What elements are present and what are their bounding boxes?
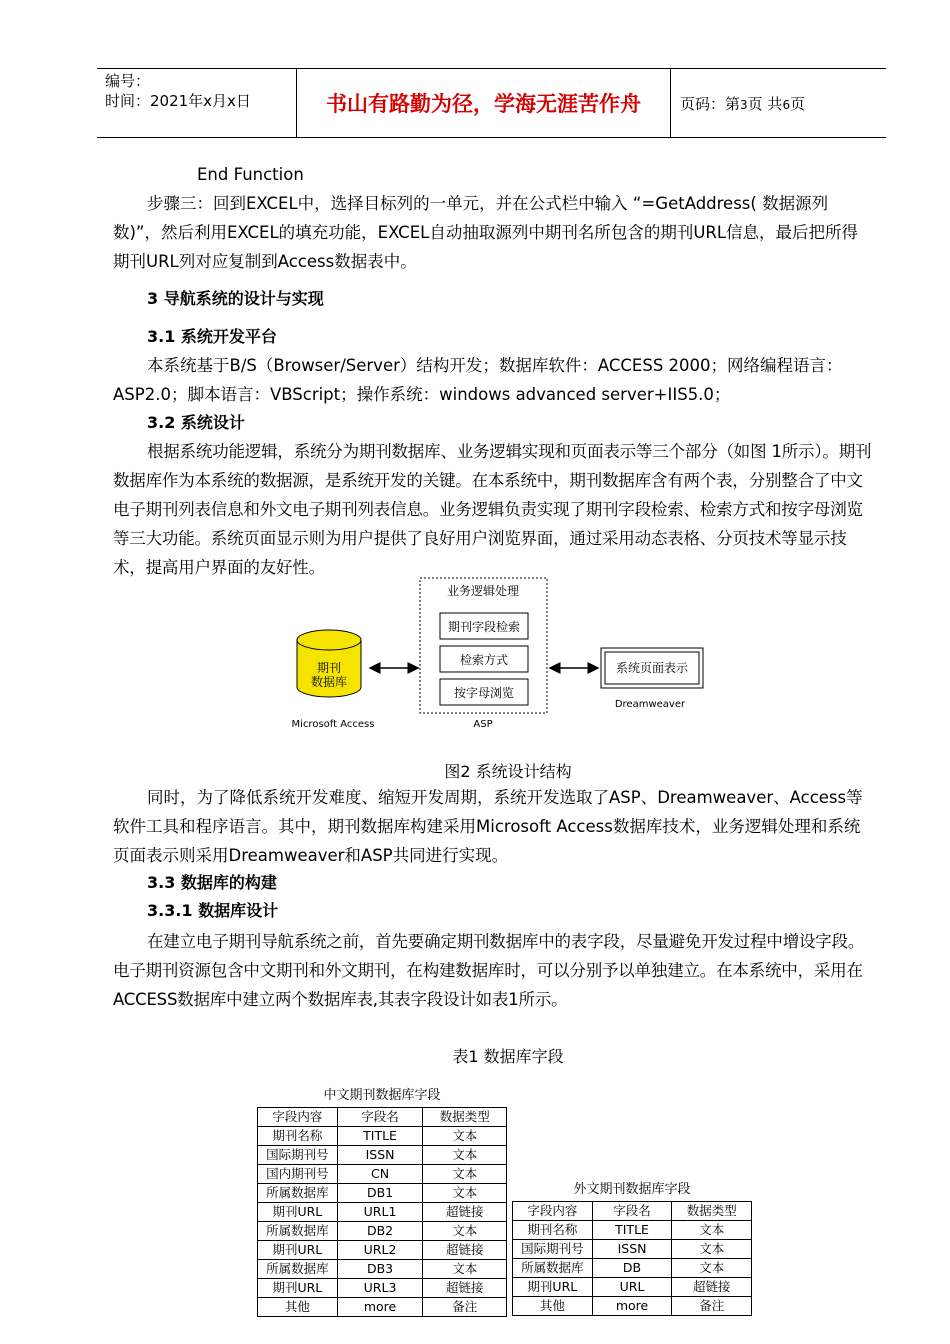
table-row	[258, 1127, 507, 1146]
table-row	[513, 1297, 752, 1316]
table-cell: CN	[337, 1165, 423, 1184]
page-display-label: 系统页面表示	[615, 661, 689, 675]
table-cell: 超链接	[423, 1279, 507, 1298]
table-cell: 文本	[423, 1184, 507, 1203]
table-header-cell: 字段内容	[258, 1108, 338, 1127]
logic-item-3: 按字母浏览	[453, 686, 515, 700]
table-cell: ISSN	[592, 1240, 672, 1259]
table-cell: 文本	[423, 1260, 507, 1279]
table-row	[258, 1222, 507, 1241]
table-header-row	[513, 1202, 752, 1221]
table-cell: DB1	[337, 1184, 423, 1203]
table-cell: 备注	[423, 1298, 507, 1317]
cn-table-title: 中文期刊数据库字段	[323, 1088, 441, 1103]
table-row	[513, 1278, 752, 1297]
table-cell: 文本	[672, 1259, 752, 1278]
table-cell: URL2	[337, 1241, 423, 1260]
header-motto: 书山有路勤为径，学海无涯苦作舟	[326, 91, 641, 116]
table-row	[513, 1240, 752, 1259]
table-row	[258, 1241, 507, 1260]
table-cell: TITLE	[337, 1127, 423, 1146]
page-prefix: 页码：第	[680, 95, 741, 113]
table-cell: more	[337, 1298, 423, 1317]
table-cell: 其他	[513, 1297, 593, 1316]
table-cell: 超链接	[672, 1278, 752, 1297]
table-cell: URL1	[337, 1203, 423, 1222]
table-header-cell: 数据类型	[672, 1202, 752, 1221]
page-header	[97, 68, 886, 138]
table-row	[258, 1298, 507, 1317]
table-cell: 备注	[672, 1297, 752, 1316]
db-label-line1: 期刊	[316, 661, 342, 675]
page-suffix: 页	[790, 95, 806, 113]
table-cell: 期刊名称	[513, 1221, 593, 1240]
table-row	[258, 1279, 507, 1298]
page-total: 6	[782, 98, 791, 112]
header-number: 编号：	[105, 72, 151, 90]
section-3-heading: 3 导航系统的设计与实现	[147, 289, 324, 308]
header-divider	[670, 69, 671, 137]
table-cell: 期刊名称	[258, 1127, 338, 1146]
system-design-diagram	[270, 575, 720, 735]
table-header-cell: 数据类型	[423, 1108, 507, 1127]
section-3-1-heading: 3.1 系统开发平台	[147, 327, 277, 346]
table-cell: 文本	[423, 1127, 507, 1146]
table-cell: URL3	[337, 1279, 423, 1298]
table-cell: 期刊URL	[258, 1241, 338, 1260]
page-mid: 页 共	[747, 95, 783, 113]
table-row	[513, 1221, 752, 1240]
table-row	[258, 1165, 507, 1184]
en-fields-table	[512, 1201, 752, 1316]
table-row	[258, 1184, 507, 1203]
table-cell: DB3	[337, 1260, 423, 1279]
table-cell: 文本	[672, 1240, 752, 1259]
header-meta	[105, 71, 251, 111]
section-3-2-paragraph: 根据系统功能逻辑，系统分为期刊数据库、业务逻辑实现和页面表示等三个部分（如图 1所示）。期刊数据库作为本系统的数据源，是系统开发的关键。在本系统中，期刊数据库含有两个表，分别整合了中文电子期刊列表信息和外文电子期刊列表信息。业务逻辑负责实现了期刊字段检索、检索方式和按字母浏览等三大功能。系统页面显示则为用户提供了良好用户浏览界面，通过采用动态表格、分页技术等显示技术，提高用户界面的友好性。	[113, 442, 872, 577]
db-label-line2: 数据库	[310, 675, 348, 689]
table-cell: 其他	[258, 1298, 338, 1317]
logic-item-1: 期刊字段检索	[447, 620, 521, 634]
section-3-3-heading: 3.3 数据库的构建	[147, 873, 277, 892]
section-3-3-1-paragraph: 在建立电子期刊导航系统之前，首先要确定期刊数据库中的表字段，尽量避免开发过程中增设字段。电子期刊资源包含中文期刊和外文期刊，在构建数据库时，可以分别予以单独建立。在本系统中，采用在ACCESS数据库中建立两个数据库表,其表字段设计如表1所示。	[113, 932, 865, 1009]
business-logic-title: 业务逻辑处理	[446, 584, 520, 598]
section-3-2-heading: 3.2 系统设计	[147, 413, 245, 432]
step3-paragraph: 步骤三：回到EXCEL中，选择目标列的一单元，并在公式栏中输入 “=GetAddress( 数据源列数)”，然后利用EXCEL的填充功能，EXCEL自动抽取源列中期刊名所包含的期刊URL信息，最后把所得期刊URL列对应复制到Access数据表中。	[113, 194, 859, 271]
logic-caption: ASP	[473, 719, 493, 730]
table-cell: 文本	[423, 1146, 507, 1165]
table-cell: 国际期刊号	[513, 1240, 593, 1259]
figure-caption: 图2 系统设计结构	[444, 762, 572, 781]
section-3-1-paragraph: 本系统基于B/S（Browser/Server）结构开发；数据库软件：ACCESS 2000；网络编程语言：ASP2.0；脚本语言：VBScript；操作系统：windows advanced server+IIS5.0；	[113, 356, 843, 404]
section-3-3-1-heading: 3.3.1 数据库设计	[147, 901, 279, 920]
table-row	[258, 1146, 507, 1165]
table-cell: 超链接	[423, 1203, 507, 1222]
table-cell: 超链接	[423, 1241, 507, 1260]
logic-item-2: 检索方式	[459, 653, 509, 667]
table-cell: more	[592, 1297, 672, 1316]
header-time: 时间：2021年x月x日	[105, 92, 251, 110]
table-cell: URL	[592, 1278, 672, 1297]
table-row	[513, 1259, 752, 1278]
table-cell: 所属数据库	[513, 1259, 593, 1278]
table-cell: 期刊URL	[513, 1278, 593, 1297]
page-caption: Dreamweaver	[614, 699, 686, 710]
header-page-number	[680, 93, 805, 114]
table-row	[258, 1260, 507, 1279]
table-header-row	[258, 1108, 507, 1127]
table-cell: 期刊URL	[258, 1203, 338, 1222]
table-cell: 期刊URL	[258, 1279, 338, 1298]
table-header-cell: 字段名	[592, 1202, 672, 1221]
table-cell: 所属数据库	[258, 1260, 338, 1279]
table-cell: TITLE	[592, 1221, 672, 1240]
db-caption: Microsoft Access	[291, 719, 375, 730]
table-cell: 国际期刊号	[258, 1146, 338, 1165]
table-row	[258, 1203, 507, 1222]
en-table-title: 外文期刊数据库字段	[573, 1182, 691, 1197]
table-cell: DB	[592, 1259, 672, 1278]
table-cell: 国内期刊号	[258, 1165, 338, 1184]
table-cell: 所属数据库	[258, 1222, 338, 1241]
cn-fields-table	[257, 1107, 507, 1317]
table-cell: 所属数据库	[258, 1184, 338, 1203]
table-header-cell: 字段内容	[513, 1202, 593, 1221]
after-figure-paragraph: 同时，为了降低系统开发难度、缩短开发周期，系统开发选取了ASP、Dreamweaver、Access等软件工具和程序语言。其中，期刊数据库构建采用Microsoft Access数据库技术，业务逻辑处理和系统页面表示则采用Dreamweaver和ASP共同进行实现。	[113, 788, 863, 865]
table-caption: 表1 数据库字段	[452, 1047, 564, 1066]
table-cell: ISSN	[337, 1146, 423, 1165]
page-current: 3	[740, 98, 748, 112]
table-cell: 文本	[423, 1222, 507, 1241]
end-function-line: End Function	[197, 165, 304, 184]
table-header-cell: 字段名	[337, 1108, 423, 1127]
table-cell: 文本	[672, 1221, 752, 1240]
table-cell: 文本	[423, 1165, 507, 1184]
table-cell: DB2	[337, 1222, 423, 1241]
